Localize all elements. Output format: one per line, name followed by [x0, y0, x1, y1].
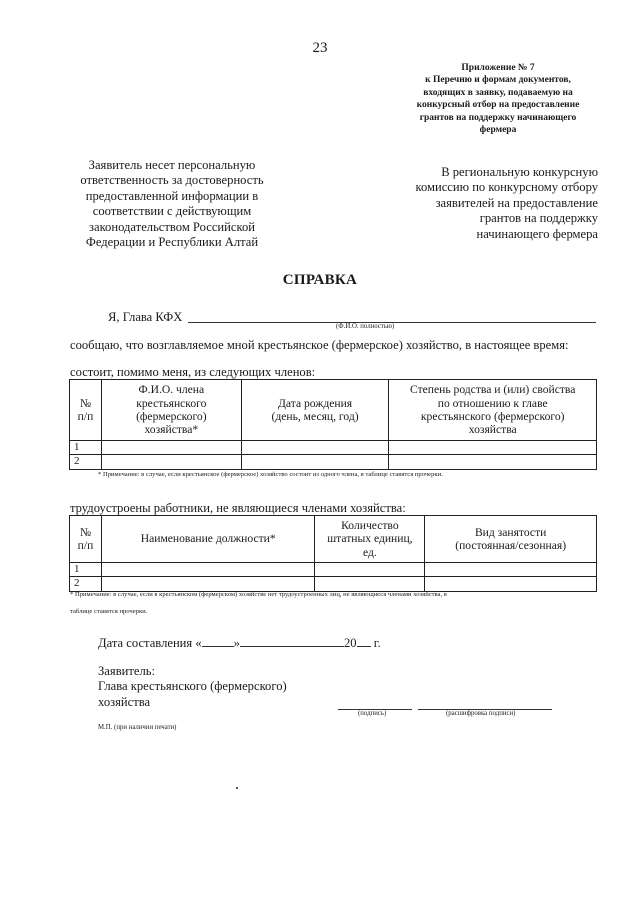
appendix-reference: [392, 62, 604, 136]
addressee-line: В региональную конкурсную: [441, 165, 598, 179]
note-line: * Примечание: в случае, если в крестьянском (фермерском) хозяйстве нет трудоустроенных лиц, не являющиеся членами хозяйства, в: [70, 591, 447, 598]
header-cell-relationship: [389, 380, 597, 441]
head-label: Я, Глава КФХ: [108, 310, 183, 324]
day-field[interactable]: [202, 646, 234, 647]
stamp-note: М.П. (при наличии печати): [98, 724, 177, 731]
header-cell-staff-units: [315, 516, 425, 563]
signature-caption: (подпись): [358, 710, 387, 717]
date-label: Дата составления «: [98, 636, 202, 650]
header-text: Вид занятости (постоянная/сезонная): [455, 525, 567, 552]
row-number: 2: [70, 577, 102, 591]
document-title: СПРАВКА: [282, 272, 358, 288]
table-cell[interactable]: [241, 455, 389, 469]
page-number: 23: [312, 40, 328, 56]
header-text: Наименование должности*: [140, 532, 276, 546]
header-cell-position: [101, 516, 315, 563]
table-cell[interactable]: [101, 441, 241, 455]
note-line: Федерации и Республики Алтай: [85, 235, 259, 250]
year-field[interactable]: [357, 646, 371, 647]
note-line: предоставленной информации в: [85, 188, 259, 203]
table-header-row: [70, 380, 597, 441]
note-line: таблице ставятся прочерки.: [70, 608, 148, 615]
header-text: Дата рождения (день, месяц, год): [271, 396, 359, 423]
table-cell[interactable]: [315, 563, 425, 577]
year-suffix: г.: [373, 636, 381, 650]
header-text: Ф.И.О. члена крестьянского (фермерского) хозяйства*: [136, 383, 207, 437]
month-field[interactable]: [240, 646, 344, 647]
table-cell[interactable]: [101, 563, 315, 577]
row-number: 1: [70, 441, 102, 455]
table-header-row: [70, 516, 597, 563]
addressee-line: грантов на поддержку: [479, 211, 598, 226]
applicant-block: [98, 664, 287, 710]
appendix-line: входящих в заявку, подаваемую на: [423, 87, 573, 98]
workers-intro-text: трудоустроены работники, не являющиеся членами хозяйства:: [70, 501, 406, 515]
applicant-line: Заявитель:: [98, 664, 155, 678]
appendix-line: Приложение № 7: [461, 63, 535, 73]
members-intro-text: состоит, помимо меня, из следующих членов:: [70, 365, 316, 379]
year-prefix: 20: [343, 636, 357, 650]
statement-text: сообщаю, что возглавляемое мной крестьянское (фермерское) хозяйство, в настоящее время:: [70, 338, 569, 352]
addressee-line: начинающего фермера: [476, 226, 598, 241]
workers-table: [69, 515, 597, 592]
table-row: [70, 441, 597, 455]
addressee-block: [388, 165, 598, 242]
header-text: № п/п: [77, 525, 94, 552]
header-text: Количество штатных единиц, ед.: [327, 518, 413, 559]
note-line: законодательством Российской: [89, 219, 255, 234]
header-text: № п/п: [77, 396, 94, 423]
table-cell[interactable]: [389, 455, 597, 469]
responsibility-note: [68, 158, 276, 250]
appendix-line: к Перечню и формам документов,: [425, 75, 571, 86]
note-line: Заявитель несет персональную: [88, 158, 256, 172]
row-number: 1: [70, 563, 102, 577]
table-cell[interactable]: [241, 441, 389, 455]
table-row: [70, 563, 597, 577]
addressee-line: комиссию по конкурсному отбору: [415, 180, 598, 195]
date-quote: »: [233, 636, 240, 650]
applicant-line: Глава крестьянского (фермерского): [98, 679, 287, 694]
appendix-line: фермера: [479, 125, 517, 136]
signature-decoding-caption: (расшифровка подписи): [446, 710, 516, 717]
header-cell-birth-date: [241, 380, 389, 441]
appendix-line: грантов на поддержку начинающего: [419, 112, 577, 123]
header-cell-number: [70, 380, 102, 441]
date-line: [98, 636, 381, 651]
header-cell-member-name: [101, 380, 241, 441]
header-cell-number: [70, 516, 102, 563]
appendix-line: конкурсный отбор на предоставление: [416, 100, 580, 111]
header-cell-employment-type: [425, 516, 597, 563]
addressee-line: заявителей на предоставление: [435, 195, 598, 210]
workers-table-note: [70, 590, 610, 616]
header-text: Степень родства и (или) свойства по отношению к главе крестьянского (фермерского) хозяйства: [409, 383, 576, 437]
note-line: ответственность за достоверность: [80, 173, 264, 188]
table-row: [70, 455, 597, 469]
note-line: соответствии с действующим: [92, 204, 252, 219]
members-table: [69, 379, 597, 470]
members-table-note: * Примечание: в случае, если крестьянское (фермерское) хозяйство состоит из одного члена, в таблице ставятся прочерки.: [98, 471, 443, 478]
table-cell[interactable]: [425, 563, 597, 577]
full-name-caption: (Ф.И.О. полностью): [336, 323, 395, 330]
row-number: 2: [70, 455, 102, 469]
applicant-line: хозяйства: [98, 694, 151, 709]
table-cell[interactable]: [389, 441, 597, 455]
scan-dot: [236, 787, 238, 789]
table-cell[interactable]: [101, 455, 241, 469]
